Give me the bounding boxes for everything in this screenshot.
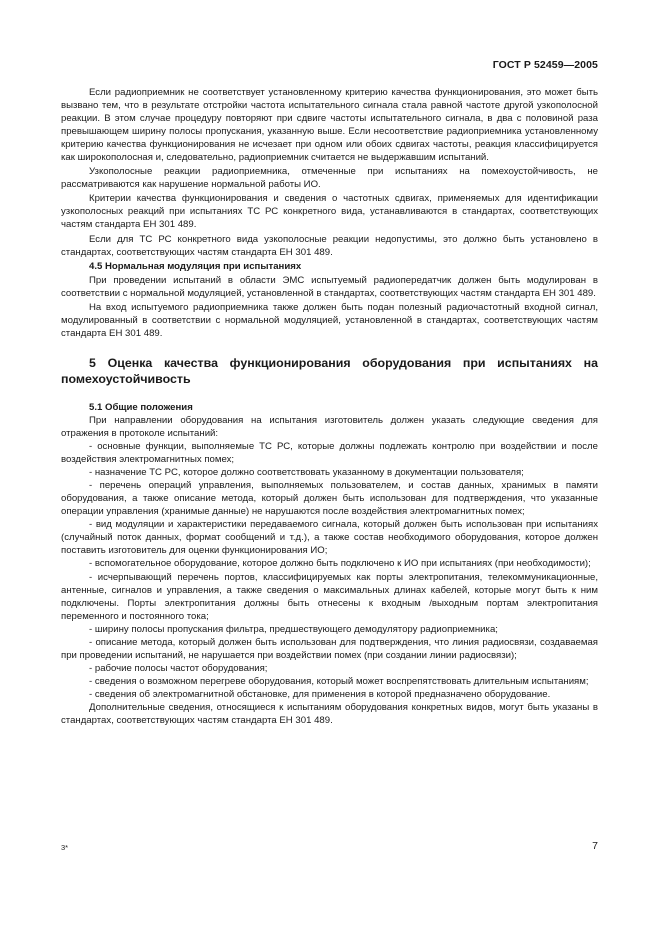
list-item: - назначение ТС РС, которое должно соответствовать указанному в документации пользователя;: [89, 467, 524, 479]
list-item: - перечень операций управления, выполняемых пользователем, и состав данных, хранимых в памяти оборудования, а также описание метода, который должен быть использован для подтверждения, что указанные операции управления (хранимые данные) не нарушаются после воздействия электромагнитных помех;: [61, 480, 598, 518]
list-item: - сведения об электромагнитной обстановке, для применения в которой предназначено оборудование.: [89, 688, 551, 700]
paragraph: При направлении оборудования на испытания изготовитель должен указать следующие сведения для отражения в протоколе испытаний:: [61, 414, 598, 439]
list-item: - исчерпывающий перечень портов, классифицируемых как порты электропитания, телекоммуникационные, антенные, сигналов и управления, а также сведения о максимальных длинах кабелей, которые могут быть к ним подключены. Порты электропитания должны быть отнесены к входным /выходным портам электропитания переменного и постоянного тока;: [61, 571, 598, 622]
paragraph: На вход испытуемого радиоприемника также должен быть подан полезный радиочастотный входной сигнал, модулированный в соответствии с нормальной модуляцией, установленной в стандартах, соответствующих частям стандарта ЕН 301 489.: [61, 301, 598, 339]
section-title: 5 Оценка качества функционирования оборудования при испытаниях на помехоустойчивость: [61, 355, 598, 386]
paragraph: Если радиоприемник не соответствует установленному критерию качества функционирования, это может быть вызвано тем, что в результате отстройки частота испытательного сигнала стала равной частоте другой узкополосной реакции. В этом случае процедуру повторяют при сдвиге частоты испытательного сигнала, в два с половиной раза превышающем ширину полосы пропускания, указанную выше. Если несоответствие радиоприемника установленному критерию качества функционирования не исчезает при одном или обоих сдвигах частоты, реакция классифицируется как широкополосная и, следовательно, радиоприемник считается не выдержавшим испытаний.: [61, 87, 598, 164]
list-item: - сведения о возможном перегреве оборудования, который может воспрепятствовать длительным испытаниям;: [89, 675, 589, 687]
paragraph: Критерии качества функционирования и сведения о частотных сдвигах, применяемых для идентификации узкополосных реакций при испытаниях ТС РС конкретного вида, устанавливаются в стандартах, соответствующих частям стандарта ЕН 301 489.: [61, 193, 598, 231]
subsection-heading: 5.1 Общие положения: [89, 401, 193, 413]
list-item: - вспомогательное оборудование, которое должно быть подключено к ИО при испытаниях (при необходимости);: [89, 558, 591, 570]
list-item: - основные функции, выполняемые ТС РС, которые должны подлежать контролю при воздействии и после воздействия электромагнитных помех;: [61, 441, 598, 466]
document-header: ГОСТ Р 52459—2005: [492, 59, 598, 71]
paragraph: Если для ТС РС конкретного вида узкополосные реакции недопустимы, это должно быть установлено в стандартах, соответствующих частям стандарта ЕН 301 489.: [61, 233, 598, 258]
list-item: - ширину полосы пропускания фильтра, предшествующего демодулятору радиоприемника;: [89, 623, 498, 635]
list-item: - описание метода, который должен быть использован для подтверждения, что линия радиосвязи, создаваемая при проведении испытаний, не нарушается при воздействии помех (при создании линии радиосвязи);: [61, 636, 598, 661]
paragraph: Узкополосные реакции радиоприемника, отмеченные при испытаниях на помехоустойчивость, не рассматриваются как нарушение нормальной работы ИО.: [61, 166, 598, 191]
footer-sheet-mark: 3*: [61, 843, 69, 852]
page-number: 7: [592, 840, 598, 852]
list-item: - вид модуляции и характеристики передаваемого сигнала, который должен быть использован при испытаниях (случайный поток данных, формат сообщений и т.д.), а также состав необходимого оборудования, которое должен поставить изготовитель для оценки функционирования ИО;: [61, 519, 598, 557]
paragraph: При проведении испытаний в области ЭМС испытуемый радиопередатчик должен быть модулирован в соответствии с нормальной модуляцией, установленной в стандартах, соответствующих частям стандарта ЕН 301 489.: [61, 274, 598, 299]
page-body: [61, 86, 598, 727]
paragraph: Дополнительные сведения, относящиеся к испытаниям оборудования конкретных видов, могут быть указаны в стандартах, соответствующих частям стандарта ЕН 301 489.: [61, 701, 598, 727]
subsection-heading: 4.5 Нормальная модуляция при испытаниях: [89, 260, 302, 272]
list-item: - рабочие полосы частот оборудования;: [89, 662, 268, 674]
